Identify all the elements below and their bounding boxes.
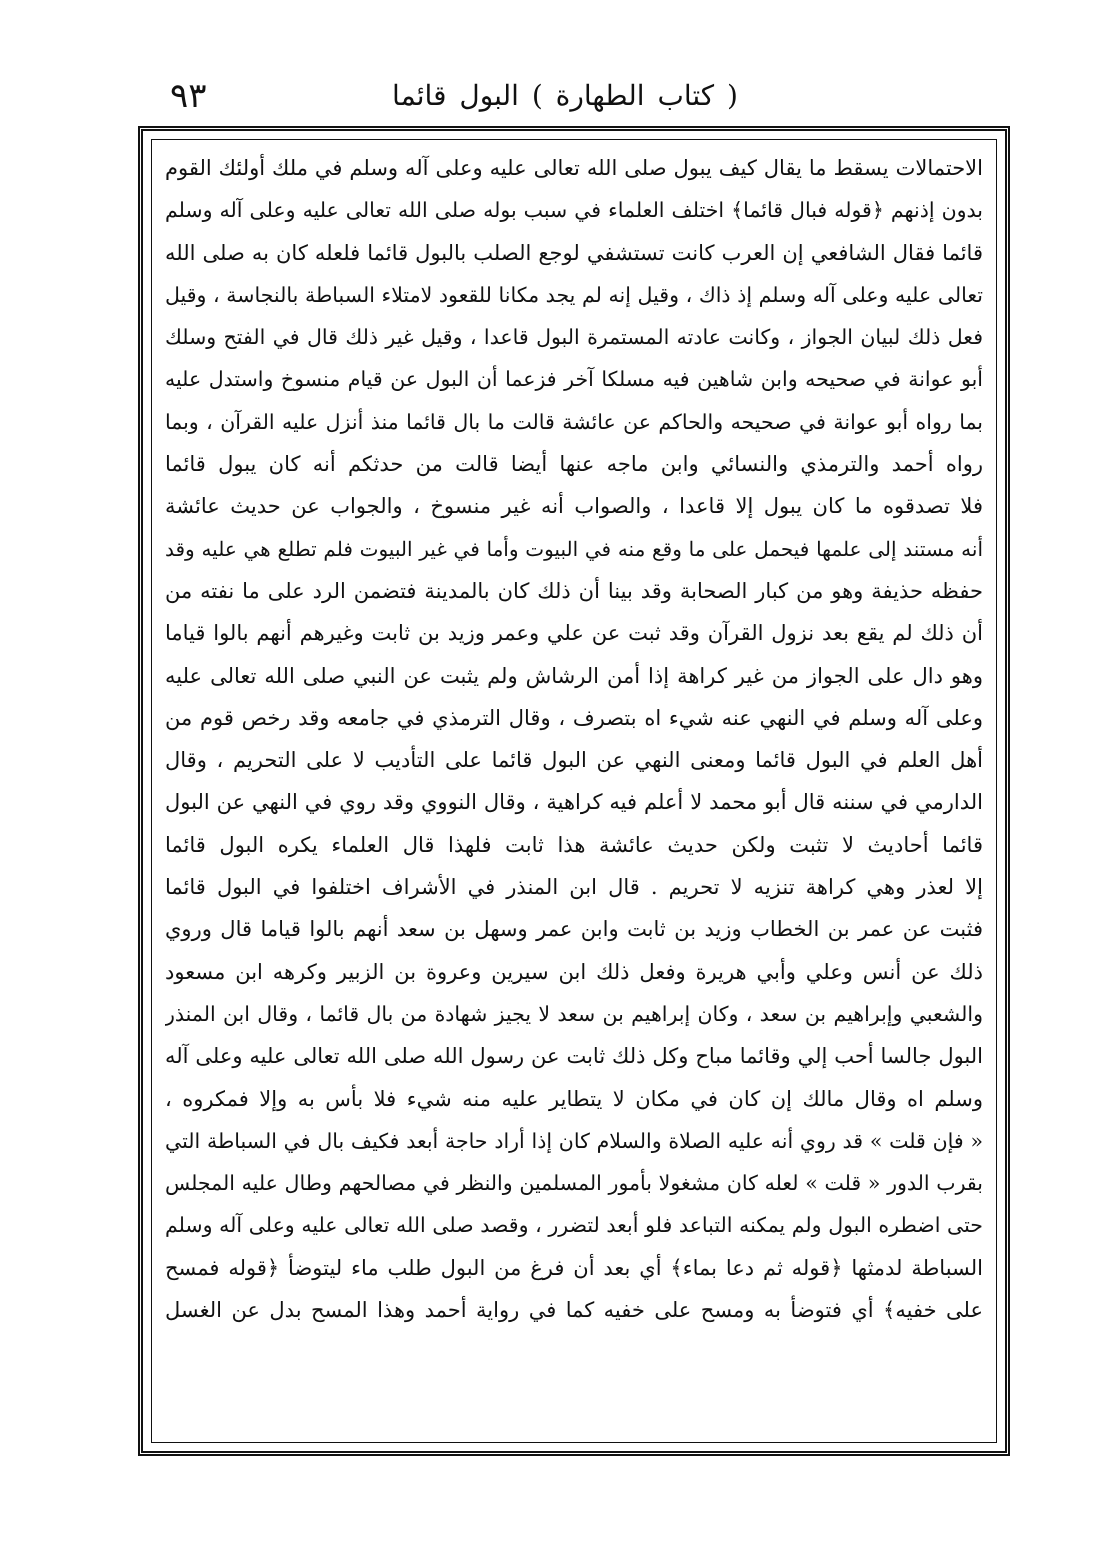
text-line: على خفيه﴾ أي فتوضأ به ومسح على خفيه كما في رواية أحمد وهذا المسح بدل عن الغسل	[165, 1298, 983, 1323]
text-line: وسلم اه وقال مالك إن كان في مكان لا يتطاير عليه منه شيء فلا بأس به وإلا فمكروه ،	[165, 1086, 983, 1111]
text-line: وهو دال على الجواز من غير كراهة إذا أمن الرشاش ولم يثبت عن النبي صلى الله تعالى عليه	[165, 663, 983, 688]
text-line: بقرب الدور « قلت » لعله كان مشغولا بأمور المسلمين والنظر في مصالحهم وطال عليه المجلس	[165, 1171, 983, 1196]
text-line: السباطة لدمثها ﴿قوله ثم دعا بماء﴾ أي بعد أن فرغ من البول طلب ماء ليتوضأ ﴿قوله فمسح	[165, 1255, 983, 1280]
text-line: بدون إذنهم ﴿قوله فبال قائما﴾ اختلف العلماء في سبب بوله صلى الله تعالى عليه وعلى آله وسلم	[165, 198, 983, 223]
text-line: « فإن قلت » قد روي أنه عليه الصلاة والسلام كان إذا أراد حاجة أبعد فكيف بال في السباطة التي	[165, 1128, 983, 1153]
text-line: فعل ذلك لبيان الجواز ، وكانت عادته المستمرة البول قاعدا ، وقيل غير ذلك قال في الفتح وسلك	[165, 325, 983, 350]
text-line: قائما فقال الشافعي إن العرب كانت تستشفي لوجع الصلب بالبول قائما فلعله كان به صلى الله	[165, 240, 983, 265]
text-line: البول جالسا أحب إلي وقائما مباح وكل ذلك ثابت عن رسول الله صلى الله تعالى عليه وعلى آله	[165, 1044, 983, 1069]
text-line: أن ذلك لم يقع بعد نزول القرآن وقد ثبت عن علي وعمر وزيد بن ثابت وغيرهم أنهم بالوا قياما	[165, 621, 983, 646]
body-text	[165, 147, 983, 1435]
text-line: بما رواه أبو عوانة في صحيحه والحاكم عن عائشة قالت ما بال قائما منذ أنزل عليه القرآن ، وبما	[165, 409, 983, 434]
text-line: رواه أحمد والترمذي والنسائي وابن ماجه عنها أيضا قالت من حدثكم أنه كان يبول قائما	[165, 452, 983, 477]
text-line: إلا لعذر وهي كراهة تنزيه لا تحريم . قال ابن المنذر في الأشراف اختلفوا في البول قائما	[165, 875, 983, 900]
text-line: أنه مستند إلى علمها فيحمل على ما وقع منه في البيوت وأما في غير البيوت فلم تطلع هي عليه وقد	[165, 536, 983, 561]
text-line: أهل العلم في البول قائما ومعنى النهي عن البول قائما على التأديب لا على التحريم ، وقال	[165, 748, 983, 773]
text-line: والشعبي وإبراهيم بن سعد ، وكان إبراهيم بن سعد لا يجيز شهادة من بال قائما ، وقال ابن المنذر	[165, 1001, 983, 1026]
text-line: الاحتمالات يسقط ما يقال كيف يبول صلى الله تعالى عليه وعلى آله وسلم في ملك أولئك القوم	[165, 156, 983, 180]
text-line: حفظه حذيفة وهو من كبار الصحابة وقد بينا أن ذلك كان بالمدينة فتضمن الرد على ما نفته من	[165, 578, 983, 603]
text-line: ذلك عن أنس وعلي وأبي هريرة وفعل ذلك ابن سيرين وعروة بن الزبير وكرهه ابن مسعود	[165, 959, 983, 984]
text-line: حتى اضطره البول ولم يمكنه التباعد فلو أبعد لتضرر ، وقصد صلى الله تعالى عليه وعلى آله وسلم	[165, 1213, 983, 1238]
text-frame	[138, 126, 1010, 1456]
text-line: تعالى عليه وعلى آله وسلم إذ ذاك ، وقيل إنه لم يجد مكانا للقعود لامتلاء السباطة بالنجاسة ، وقيل	[165, 282, 983, 307]
text-line: فلا تصدقوه ما كان يبول إلا قاعدا ، والصواب أنه غير منسوخ ، والجواب عن حديث عائشة	[165, 494, 983, 519]
page-number: ٩٣	[170, 76, 207, 116]
text-line: الدارمي في سننه قال أبو محمد لا أعلم فيه كراهية ، وقال النووي وقد روي في النهي عن البول	[165, 790, 983, 815]
text-line: وعلى آله وسلم في النهي عنه شيء اه بتصرف ، وقال الترمذي في جامعه وقد رخص قوم من	[165, 705, 983, 730]
text-line: قائما أحاديث لا تثبت ولكن حديث عائشة هذا ثابت فلهذا قال العلماء يكره البول قائما	[165, 832, 983, 857]
page-header	[140, 66, 990, 126]
text-line: فثبت عن عمر بن الخطاب وزيد بن ثابت وابن عمر وسهل بن سعد أنهم بالوا قياما قال وروي	[165, 917, 983, 942]
running-title: ( كتاب الطهارة ) البول قائما	[392, 79, 738, 112]
text-line: أبو عوانة في صحيحه وابن شاهين فيه مسلكا آخر فزعما أن البول عن قيام منسوخ واستدل عليه	[165, 367, 983, 392]
